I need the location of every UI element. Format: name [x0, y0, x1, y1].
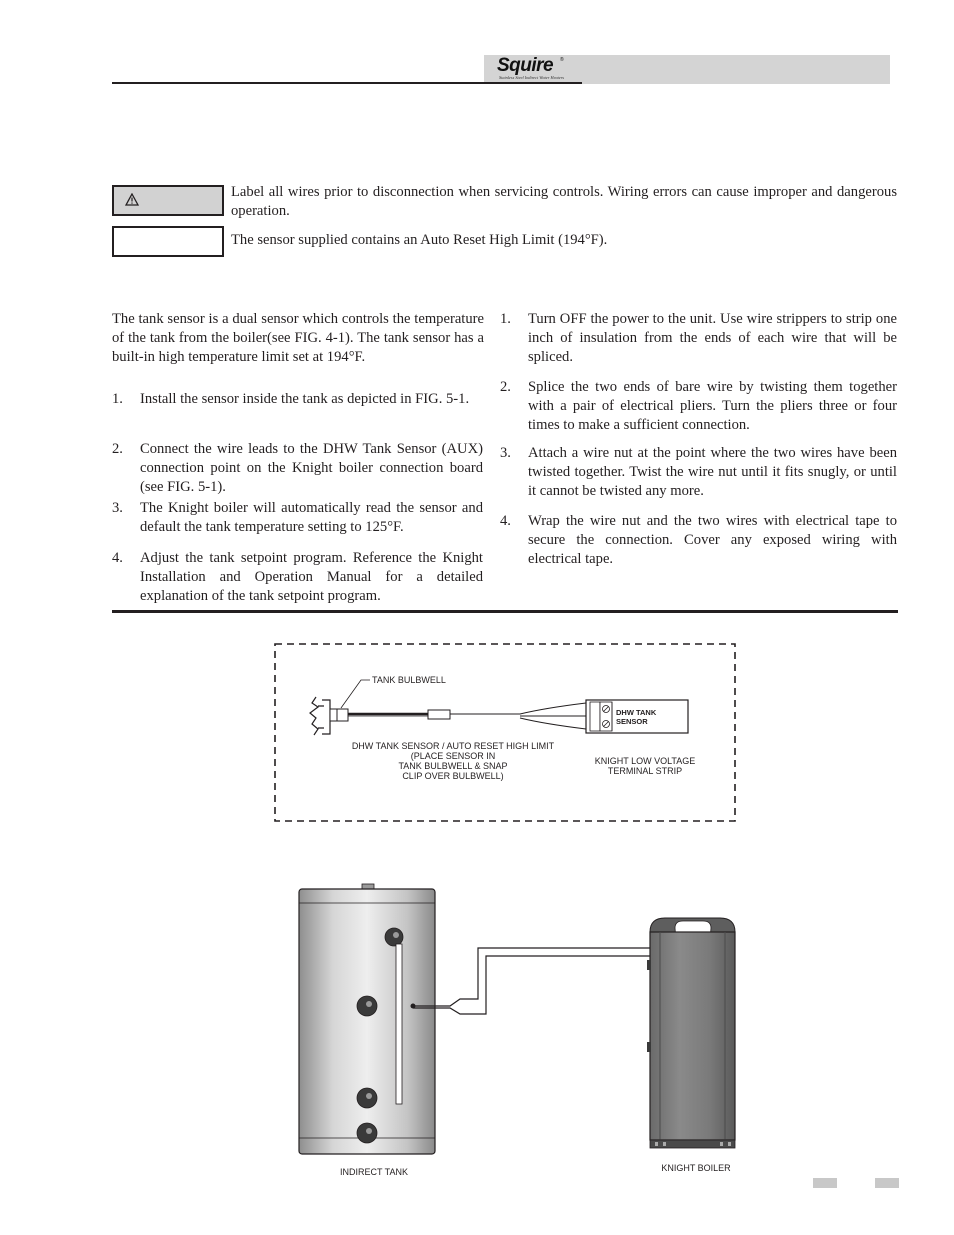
- strip-label: [595, 756, 696, 776]
- list-text: Splice the two ends of bare wire by twisting them together with a pair of electrical pliers. Turn the pliers three or four times to make a sufficient connection.: [528, 379, 897, 433]
- strip-label-line: KNIGHT LOW VOLTAGE: [594, 756, 696, 766]
- terminal-label-line: SENSOR: [616, 717, 648, 726]
- intro-text: The tank sensor is a dual sensor which controls the temperature of the tank from the boiler(see FIG. 4-1). The tank sensor has a built-in high temperature limit set at 194°F.: [112, 311, 484, 365]
- notice-text: The sensor supplied contains an Auto Reset High Limit (194°F).: [231, 232, 608, 248]
- list-text: Install the sensor inside the tank as depicted in FIG. 5-1.: [140, 391, 470, 407]
- sensor-label-line: TANK BULBWELL & SNAP: [398, 761, 508, 771]
- strip-label-line: TERMINAL STRIP: [607, 766, 683, 776]
- knight-boiler-label: KNIGHT BOILER: [661, 1163, 731, 1173]
- terminal-label-line: DHW TANK: [616, 708, 657, 717]
- list-number: 2.: [112, 441, 123, 457]
- sensor-cable: [450, 703, 586, 729]
- list-text: Connect the wire leads to the DHW Tank Sensor (AUX) connection point on the Knight boiler connection board (see FIG. 5-1).: [140, 441, 483, 495]
- footer-tab-right: [875, 1178, 899, 1188]
- tank-bulbwell-rod: [396, 944, 402, 1104]
- list-text: Adjust the tank setpoint program. Reference the Knight Installation and Operation Manual for a detailed explanation of the tank setpoint program.: [140, 550, 483, 604]
- list-number: 3.: [500, 445, 511, 461]
- indirect-tank: [299, 884, 435, 1154]
- sensor-label: [352, 741, 555, 781]
- bulbwell-leader: [341, 680, 370, 708]
- list-number: 3.: [112, 500, 123, 516]
- footer-tab-left: [813, 1178, 837, 1188]
- bulbwell-tube: [330, 709, 348, 721]
- warning-text: Label all wires prior to disconnection when servicing controls. Wiring errors can cause improper and dangerous operation.: [231, 184, 897, 219]
- indirect-tank-label: INDIRECT TANK: [339, 1167, 409, 1177]
- list-text: Turn OFF the power to the unit. Use wire strippers to strip one inch of insulation from the ends of each wire that will be spliced.: [528, 311, 897, 365]
- list-number: 1.: [500, 311, 511, 327]
- sensor-wire: [413, 948, 655, 1006]
- logo-registered-mark: ®: [560, 57, 564, 63]
- list-text: The Knight boiler will automatically read the sensor and default the tank temperature setting to 125°F.: [140, 500, 483, 535]
- list-text: Wrap the wire nut and the two wires with electrical tape to secure the connection. Cover any exposed wiring with electrical tape.: [528, 513, 897, 567]
- list-number: 2.: [500, 379, 511, 395]
- list-number: 4.: [112, 550, 123, 566]
- logo-tagline: Stainless Steel Indirect Water Heaters: [499, 75, 565, 80]
- bulbwell-flange: [310, 697, 330, 735]
- tank-bulbwell-label: TANK BULBWELL: [372, 675, 446, 685]
- sensor-label-line: DHW TANK SENSOR / AUTO RESET HIGH LIMIT: [351, 741, 555, 751]
- logo-word: Squire: [497, 55, 554, 76]
- list-text: Attach a wire nut at the point where the two wires have been twisted together. Twist the wire nut until it fits snugly, or until it cannot be twisted any more.: [528, 445, 897, 499]
- list-number: 4.: [500, 513, 511, 529]
- knight-boiler: [647, 918, 735, 1148]
- sensor-clip: [428, 710, 450, 719]
- sensor-label-line: (PLACE SENSOR IN: [410, 751, 496, 761]
- list-number: 1.: [112, 391, 123, 407]
- sensor-label-line: CLIP OVER BULBWELL): [402, 771, 504, 781]
